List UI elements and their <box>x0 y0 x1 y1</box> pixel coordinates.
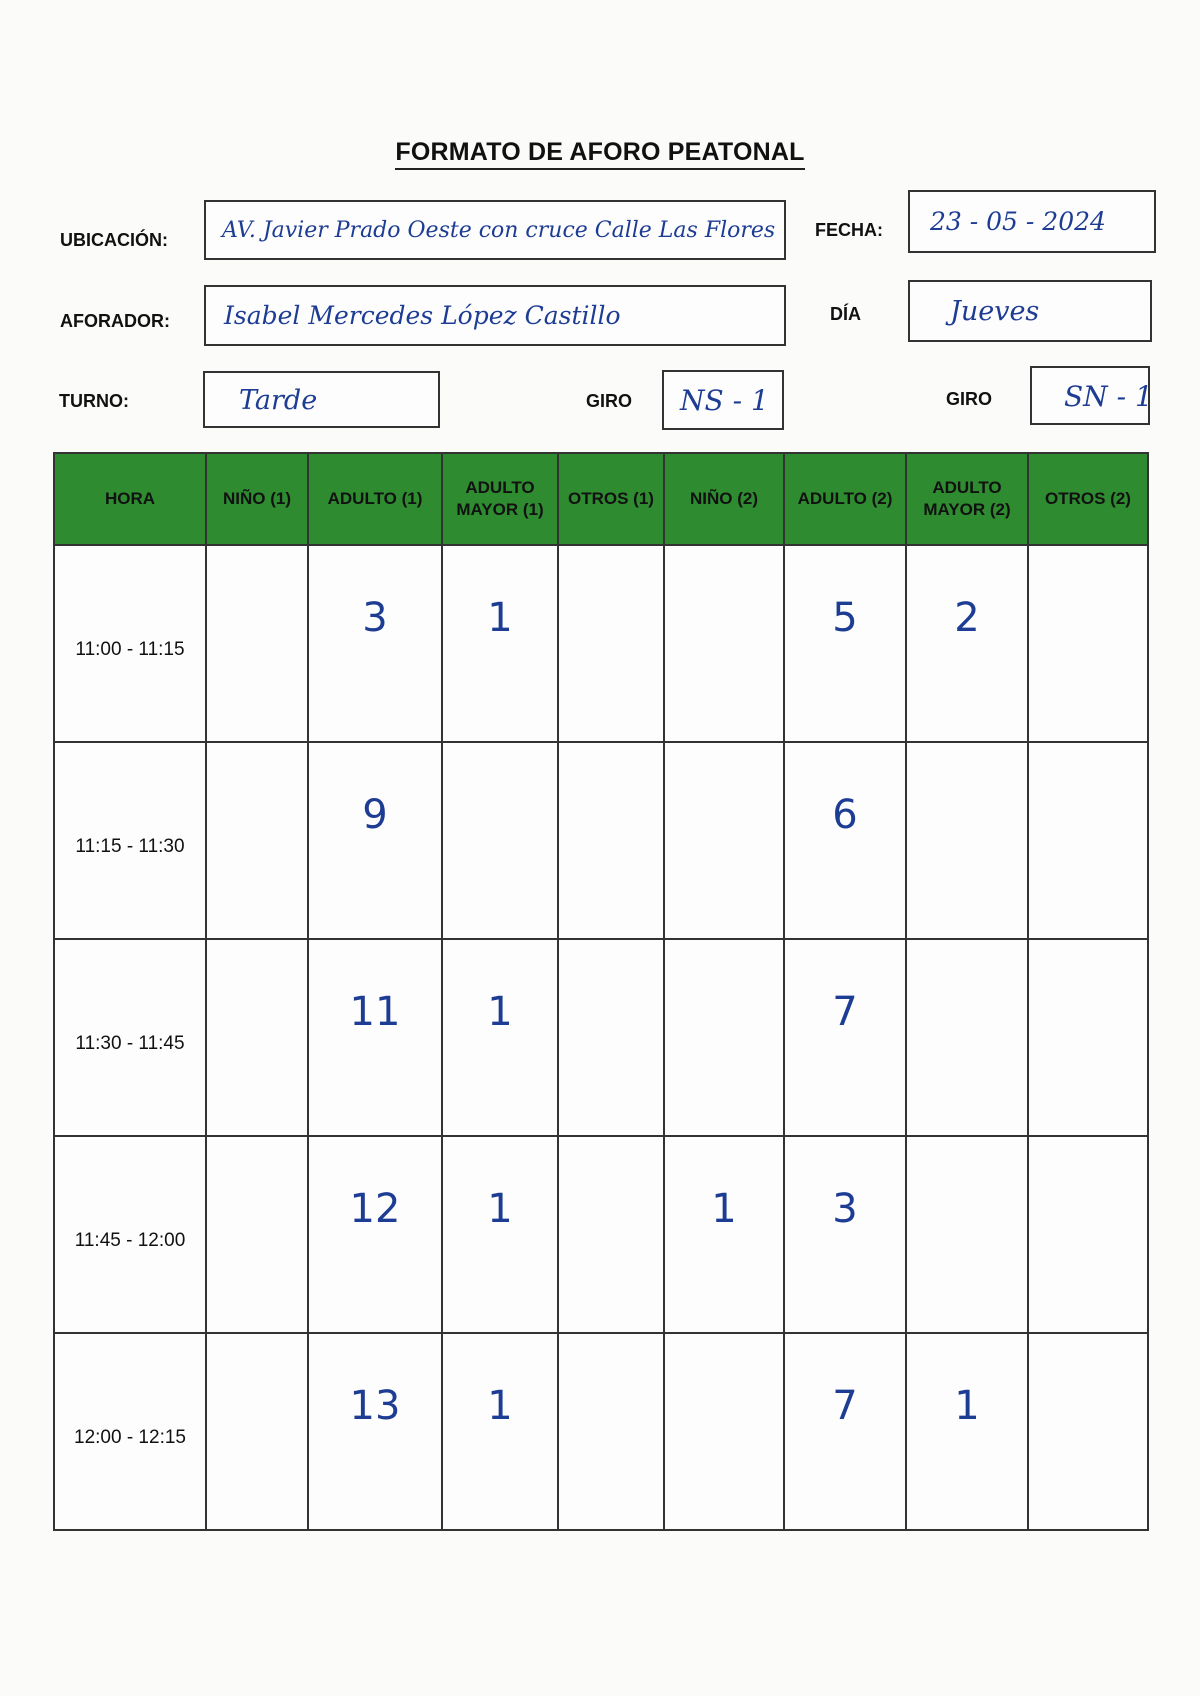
giro1-label: GIRO <box>586 391 633 411</box>
count-value <box>666 744 782 792</box>
count-value: 12 <box>349 1186 401 1232</box>
header-otros-2: OTROS (2) <box>1028 453 1148 545</box>
header-hora: HORA <box>54 453 206 545</box>
count-cell[interactable] <box>784 939 906 1136</box>
count-cell[interactable] <box>664 742 784 939</box>
header-adulto-mayor-1: ADULTO MAYOR (1) <box>442 453 558 545</box>
count-value <box>560 744 662 792</box>
count-cell[interactable] <box>206 545 308 742</box>
count-cell[interactable] <box>558 939 664 1136</box>
count-cell[interactable] <box>206 939 308 1136</box>
count-value <box>1030 547 1146 595</box>
count-cell[interactable] <box>784 1333 906 1530</box>
fecha-value: 23 - 05 - 2024 <box>930 207 1106 236</box>
count-value <box>208 547 306 595</box>
count-value <box>1030 941 1146 989</box>
count-cell[interactable] <box>442 1136 558 1333</box>
aforo-table <box>53 452 1149 1531</box>
table-row <box>54 545 1148 742</box>
count-cell[interactable] <box>1028 545 1148 742</box>
count-value <box>908 1138 1026 1186</box>
count-value: 1 <box>487 1383 513 1429</box>
count-cell[interactable] <box>664 1333 784 1530</box>
count-value <box>208 1138 306 1186</box>
count-value <box>208 941 306 989</box>
giro2-field[interactable] <box>1030 366 1153 425</box>
count-cell[interactable] <box>784 1136 906 1333</box>
count-cell[interactable] <box>308 939 442 1136</box>
ubicacion-value: AV. Javier Prado Oeste con cruce Calle Las Flores <box>222 218 776 243</box>
count-cell[interactable] <box>906 545 1028 742</box>
header-nino-1: NIÑO (1) <box>206 453 308 545</box>
count-value: 5 <box>832 595 858 641</box>
count-cell[interactable] <box>442 742 558 939</box>
count-cell[interactable] <box>1028 939 1148 1136</box>
table-row <box>54 939 1148 1136</box>
count-value: 1 <box>487 989 513 1035</box>
count-value <box>666 1335 782 1383</box>
count-value: 1 <box>487 595 513 641</box>
header-adulto-mayor-2: ADULTO MAYOR (2) <box>906 453 1028 545</box>
page-title: FORMATO DE AFORO PEATONAL <box>0 138 1200 167</box>
count-cell[interactable] <box>558 1333 664 1530</box>
count-cell[interactable] <box>558 545 664 742</box>
count-value: 6 <box>832 792 858 838</box>
aforador-field[interactable] <box>204 285 786 346</box>
count-cell[interactable] <box>442 1333 558 1530</box>
count-cell[interactable] <box>206 1333 308 1530</box>
count-cell[interactable] <box>1028 1333 1148 1530</box>
table-row <box>54 1136 1148 1333</box>
table-row <box>54 742 1148 939</box>
ubicacion-label: UBICACIÓN: <box>60 230 168 250</box>
count-value: 1 <box>954 1383 980 1429</box>
hora-cell: 11:30 - 11:45 <box>54 939 206 1136</box>
fecha-label: FECHA: <box>815 220 883 240</box>
count-cell[interactable] <box>664 1136 784 1333</box>
giro2-label: GIRO <box>946 389 993 409</box>
count-cell[interactable] <box>784 742 906 939</box>
count-value: 11 <box>349 989 401 1035</box>
count-cell[interactable] <box>664 939 784 1136</box>
count-cell[interactable] <box>1028 1136 1148 1333</box>
count-cell[interactable] <box>308 545 442 742</box>
turno-label: TURNO: <box>59 391 129 411</box>
aforador-label: AFORADOR: <box>60 311 170 331</box>
count-value <box>208 1335 306 1383</box>
turno-value: Tarde <box>239 385 318 416</box>
count-cell[interactable] <box>442 545 558 742</box>
dia-value: Jueves <box>950 296 1040 327</box>
count-cell[interactable] <box>558 742 664 939</box>
table-row <box>54 1333 1148 1530</box>
count-cell[interactable] <box>206 1136 308 1333</box>
count-cell[interactable] <box>906 1136 1028 1333</box>
count-cell[interactable] <box>906 742 1028 939</box>
count-value: 9 <box>362 792 388 838</box>
count-value <box>1030 1138 1146 1186</box>
header-otros-1: OTROS (1) <box>558 453 664 545</box>
hora-cell: 11:00 - 11:15 <box>54 545 206 742</box>
count-value <box>560 1138 662 1186</box>
dia-label: DÍA <box>830 304 861 324</box>
count-cell[interactable] <box>906 1333 1028 1530</box>
count-cell[interactable] <box>1028 742 1148 939</box>
header-adulto-1: ADULTO (1) <box>308 453 442 545</box>
count-value: 1 <box>711 1186 737 1232</box>
header-nino-2: NIÑO (2) <box>664 453 784 545</box>
count-cell[interactable] <box>206 742 308 939</box>
count-value <box>666 547 782 595</box>
count-value <box>1030 1335 1146 1383</box>
count-value: 2 <box>954 595 980 641</box>
hora-cell: 11:45 - 12:00 <box>54 1136 206 1333</box>
turno-field[interactable] <box>203 371 440 428</box>
count-cell[interactable] <box>308 1136 442 1333</box>
count-value <box>560 941 662 989</box>
count-value: 13 <box>349 1383 401 1429</box>
hora-cell: 12:00 - 12:15 <box>54 1333 206 1530</box>
count-cell[interactable] <box>308 742 442 939</box>
count-value: 3 <box>832 1186 858 1232</box>
count-cell[interactable] <box>664 545 784 742</box>
count-value: 7 <box>832 989 858 1035</box>
count-value <box>908 941 1026 989</box>
giro2-value: SN - 1 <box>1064 380 1153 413</box>
count-value: 7 <box>832 1383 858 1429</box>
hora-cell: 11:15 - 11:30 <box>54 742 206 939</box>
count-cell[interactable] <box>784 545 906 742</box>
count-value: 1 <box>487 1186 513 1232</box>
dia-field[interactable] <box>908 280 1152 342</box>
giro1-field[interactable] <box>662 370 784 430</box>
giro1-value: NS - 1 <box>680 384 769 417</box>
count-cell[interactable] <box>308 1333 442 1530</box>
count-cell[interactable] <box>442 939 558 1136</box>
count-cell[interactable] <box>906 939 1028 1136</box>
fecha-field[interactable] <box>908 190 1156 253</box>
count-value <box>908 744 1026 792</box>
aforador-value: Isabel Mercedes López Castillo <box>224 301 621 330</box>
count-value <box>444 744 556 792</box>
count-value <box>560 547 662 595</box>
count-value <box>208 744 306 792</box>
count-value: 3 <box>362 595 388 641</box>
count-value <box>666 941 782 989</box>
table-header-row <box>54 453 1148 545</box>
count-value <box>1030 744 1146 792</box>
header-adulto-2: ADULTO (2) <box>784 453 906 545</box>
count-value <box>560 1335 662 1383</box>
ubicacion-field[interactable] <box>204 200 786 260</box>
count-cell[interactable] <box>558 1136 664 1333</box>
